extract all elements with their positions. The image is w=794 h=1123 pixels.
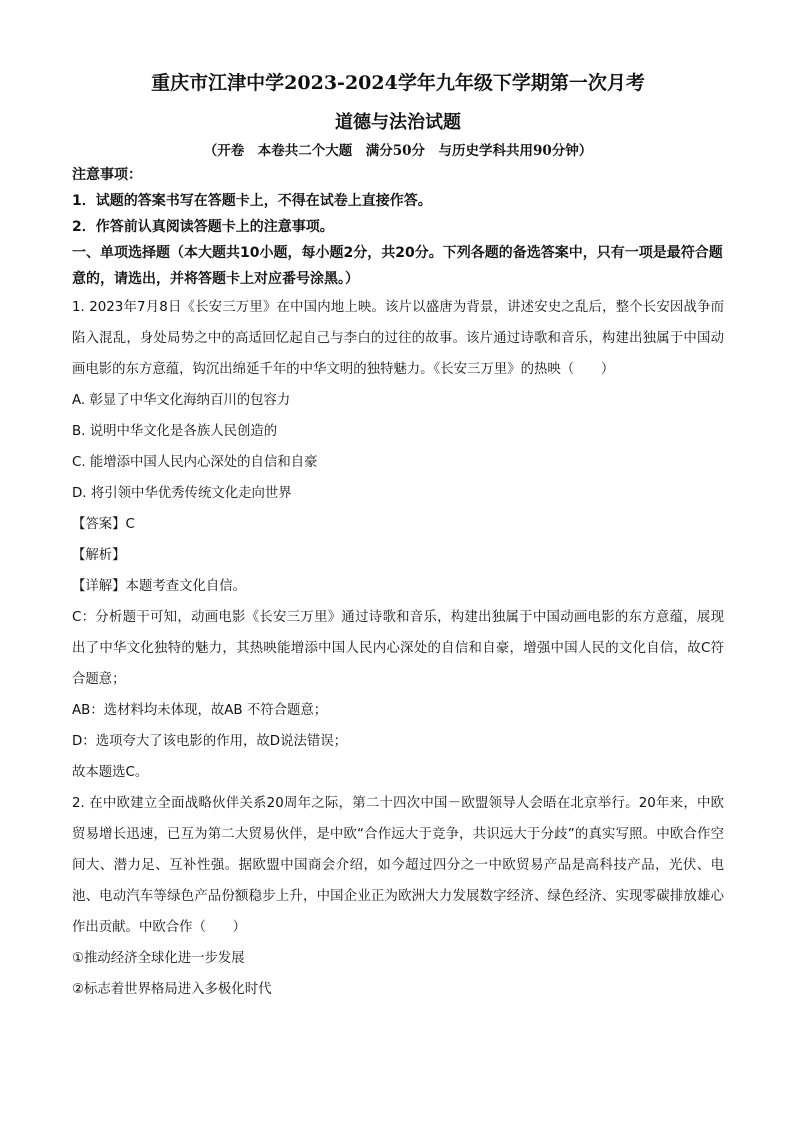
notice-item-1: 1．试题的答案书写在答题卡上，不得在试卷上直接作答。: [72, 193, 432, 209]
exam-title: 重庆市江津中学2023-2024学年九年级下学期第一次月考: [151, 72, 645, 94]
question-1-stem: 1. 2023年7月8日《长安三万里》在中国内地上映。该片以盛唐为背景，讲述安史之乱后，整个长安因战争而陷入混乱，身处局势之中的高适回忆起自己与李白的过往的故事。该片通过诗歌和音乐，构建出独属于中国动画电影的东方意蕴，钩沉出绵延千年的中华文明的独特魅力。《长安三万里》的热映（ ）: [72, 300, 724, 377]
notice-item-2: 2．作答前认真阅读答题卡上的注意事项。: [72, 219, 334, 235]
question-1-option-d: D. 将引领中华优秀传统文化走向世界: [72, 486, 292, 501]
question-1-conclusion: 故本题选C。: [72, 765, 149, 780]
question-1-option-a: A. 彰显了中华文化海纳百川的包容力: [72, 393, 291, 408]
question-1-analysis-label: 【解析】: [72, 548, 126, 563]
exam-note: （开卷 本卷共二个大题 满分50分 与历史学科共用90分钟）: [203, 143, 593, 159]
exam-subject-title: 道德与法治试题: [335, 112, 461, 133]
question-1-answer: 【答案】C: [72, 517, 135, 532]
section-1-heading: 一、单项选择题（本大题共10小题，每小题2分，共20分。下列各题的备选答案中，只有一项是最符合题意的，请选出，并将答题卡上对应番号涂黑。）: [72, 245, 723, 287]
question-1-option-b: B. 说明中华文化是各族人民创造的: [72, 424, 278, 439]
question-1-explain-ab: AB：选材料均未体现，故AB 不符合题意；: [72, 703, 328, 718]
question-1-explain-c: C：分析题干可知，动画电影《长安三万里》通过诗歌和音乐，构建出独属于中国动画电影的东方意蕴，展现出了中华文化独特的魅力，其热映能增添中国人民内心深处的自信和自豪，增强中国人民的文化自信，故C符合题意；: [72, 610, 724, 687]
question-2-choice-1: ①推动经济全球化进一步发展: [72, 951, 245, 966]
question-2-stem: 2. 在中欧建立全面战略伙伴关系20周年之际，第二十四次中国－欧盟领导人会晤在北京举行。20年来，中欧贸易增长迅速，已互为第二大贸易伙伴，是中欧“合作远大于竞争，共识远大于分歧”的真实写照。中欧合作空间大、潜力足、互补性强。据欧盟中国商会介绍，如今超过四分之一中欧贸易产品是高科技产品，光伏、电池、电动汽车等绿色产品份额稳步上升，中国企业正为欧洲大力发展数字经济、绿色经济、实现零碳排放雄心作出贡献。中欧合作（ ）: [72, 796, 724, 935]
question-1-option-c: C. 能增添中国人民内心深处的自信和自豪: [72, 455, 318, 470]
question-2-choice-2: ②标志着世界格局进入多极化时代: [72, 982, 272, 997]
question-1-explain-d: D：选项夸大了该电影的作用，故D说法错误；: [72, 734, 348, 749]
question-1-detail: 【详解】本题考查文化自信。: [72, 579, 247, 594]
notice-heading: 注意事项：: [72, 167, 142, 183]
